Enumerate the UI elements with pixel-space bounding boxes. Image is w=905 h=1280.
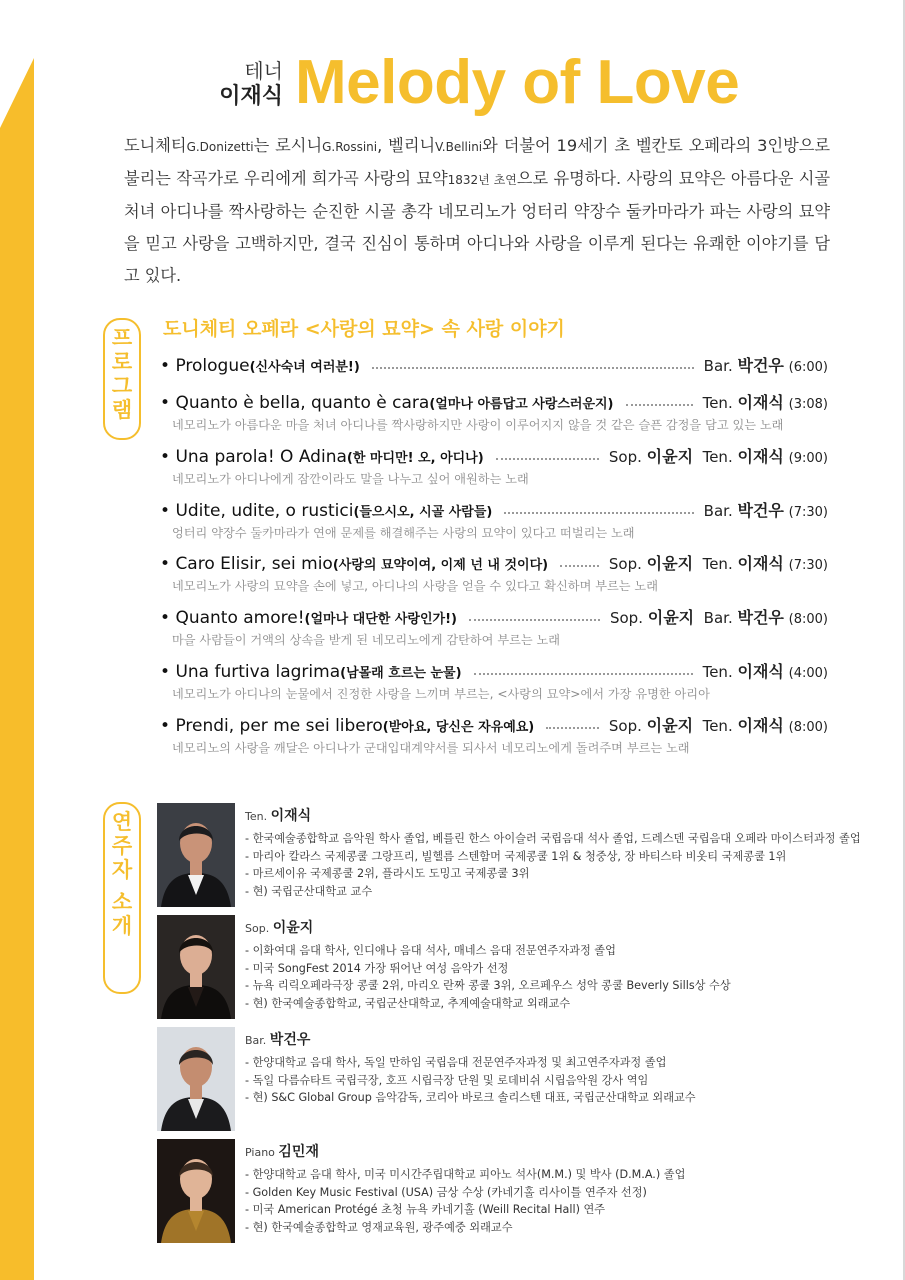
performer-name: 이윤지 — [647, 608, 695, 627]
performer-name: 이재식 — [737, 662, 784, 681]
program-title: • Una furtiva lagrima(남몰래 흐르는 눈물) — [160, 662, 462, 682]
performer-name: 이윤지 — [646, 554, 694, 573]
performer-card — [157, 915, 829, 1019]
performer-photo — [157, 915, 235, 1019]
program-cast: Sop. 이윤지 Ten. 이재식 (8:00) — [608, 716, 828, 735]
duration: (3:08) — [788, 397, 828, 412]
performer-bio-line: - 미국 American Protégé 초청 뉴욕 카네기홀 (Weill Recital Hall) 연주 — [245, 1203, 606, 1216]
performer-bio-line: - 현) 한국예술종합학교, 국립군산대학교, 추계예술대학교 외래교수 — [245, 996, 571, 1010]
program-item — [160, 713, 830, 763]
program-title: • Prendi, per me sei libero(받아요, 당신은 자유예요) — [160, 716, 535, 736]
program-heading: 도니체티 오페라 <사랑의 묘약> 속 사랑 이야기 — [163, 318, 565, 340]
leader-dots — [372, 367, 694, 369]
performer-name: 김민재 — [278, 1144, 319, 1160]
page-title: Melody of Love — [295, 48, 740, 117]
program-title: • Quanto amore!(얼마나 대단한 사랑인가!) — [160, 608, 457, 628]
program-description: 마을 사람들이 거액의 상속을 받게 된 네모리노에게 감탄하여 부르는 노래 — [172, 633, 561, 647]
performer-bio-line: - 이화여대 음대 학사, 인디애나 음대 석사, 매네스 음대 전문연주자과정 졸업 — [245, 944, 616, 957]
performer-name: 이재식 — [737, 554, 784, 573]
program-description: 네모리노의 사랑을 깨달은 아디나가 군대입대계약서를 되사서 네모리노에게 돌려주며 부르는 노래 — [172, 741, 690, 755]
performer-bio-line: - 마르세이유 국제콩쿨 2위, 플라시도 도밍고 국제콩쿨 3위 — [245, 867, 530, 880]
program-title: • Quanto è bella, quanto è cara(얼마나 아름답고 사랑스러운지) — [160, 393, 614, 413]
program-side-label: 프 로 그 램 — [103, 318, 141, 440]
performer-bio — [245, 942, 835, 1012]
duration: (4:00) — [788, 666, 828, 681]
duration: (7:30) — [788, 505, 828, 520]
performer-bio — [245, 830, 861, 900]
singer-name: 이재식 — [219, 84, 283, 109]
leader-dots — [474, 673, 693, 675]
duration: (9:00) — [788, 451, 828, 466]
performer-name: 이재식 — [270, 808, 312, 824]
performer-bio-line: - 한양대학교 음대 학사, 미국 미시간주립대학교 피아노 석사(M.M.) 및 박사 (D.M.A.) 졸업 — [245, 1168, 686, 1181]
program-cast: Sop. 이윤지 Bar. 박건우 (8:00) — [609, 608, 828, 627]
performer-name: 박건우 — [737, 356, 784, 375]
program-title: • Una parola! O Adina(한 마디만! 오, 아디나) — [160, 447, 484, 467]
program-item — [160, 605, 830, 655]
duration: (7:30) — [788, 558, 828, 573]
performer-bio — [245, 1166, 835, 1236]
performer-name: 이재식 — [737, 393, 784, 412]
voice-label: 테너 — [244, 59, 283, 83]
program-item — [160, 444, 830, 494]
performer-card — [157, 803, 861, 907]
performer-bio-line: - Golden Key Music Festival (USA) 금상 수상 (카네기홀 리사이틀 연주자 선정) — [245, 1185, 647, 1199]
program-title: • Prologue(신사숙녀 여러분!) — [160, 356, 360, 376]
program-cast: Sop. 이윤지 Ten. 이재식 (7:30) — [608, 554, 828, 573]
performer-photo — [157, 1139, 235, 1243]
performer-name: 이윤지 — [646, 447, 694, 466]
performer-photo — [157, 1027, 235, 1131]
program-description: 네모리노가 사랑의 묘약을 손에 넣고, 아디나의 사랑을 얻을 수 있다고 확신하며 부르는 노래 — [172, 579, 658, 593]
performer-name: 이윤지 — [272, 920, 314, 936]
duration: (6:00) — [788, 360, 828, 375]
program-description: 네모리노가 아디나의 눈물에서 진정한 사랑을 느끼며 부르는, <사랑의 묘약>에서 가장 유명한 아리아 — [172, 687, 710, 701]
performer-name: 박건우 — [737, 608, 784, 627]
performer-name: 박건우 — [737, 501, 784, 520]
performer-bio-line: - 독일 다름슈타트 국립극장, 호프 시립극장 단원 및 로데비쉬 시립음악원 강사 역임 — [245, 1073, 649, 1087]
performer-name: 이재식 — [737, 447, 784, 466]
leader-dots — [626, 404, 693, 406]
left-accent-stripe — [0, 0, 34, 1280]
leader-dots — [469, 619, 600, 621]
performer-card — [157, 1027, 829, 1131]
program-description: 네모리노가 아디나에게 잠깐이라도 말을 나누고 싶어 애원하는 노래 — [172, 472, 529, 486]
performer-bio-line: - 한양대학교 음대 학사, 독일 만하임 국립음대 전문연주자과정 및 최고연주자과정 졸업 — [245, 1056, 667, 1069]
leader-dots — [496, 458, 599, 460]
performer-bio-line: - 미국 SongFest 2014 가장 뛰어난 여성 음악가 선정 — [245, 961, 509, 975]
performer-role: Bar. 박건우 — [245, 1032, 311, 1048]
performer-name: 박건우 — [269, 1032, 311, 1048]
duration: (8:00) — [788, 612, 828, 627]
program-description: 네모리노가 아름다운 마을 처녀 아디나를 짝사랑하지만 사랑이 이루어지지 않을 것 같은 슬픈 감정을 담고 있는 노래 — [172, 418, 784, 432]
performer-bio-line: - 한국예술종합학교 음악원 학사 졸업, 베를린 한스 아이슬러 국립음대 석사 졸업, 드레스덴 국립음대 오페라 마이스터과정 졸업 — [245, 832, 861, 845]
intro-paragraph: 도니체티G.Donizetti는 로시니G.Rossini, 벨리니V.Bellini와 더불어 19세기 초 벨칸토 오페라의 3인방으로 불리는 작곡가로 우리에게 희가곡 사랑의 묘약1832년 초연으로 유명하다. 사랑의 묘약은 아름다운 시골 처녀 아디나를 짝사랑하는 순진한 시골 총각 네모리노가 엉터리 약장수 둘카마라가 파는 사랑의 묘약을 믿고 사랑을 고백하지만, 결국 진심이 통하며 아디나와 사랑을 이루게 된다는 유쾌한 이야기를 담고 있다. — [124, 136, 830, 285]
performer-role: Sop. 이윤지 — [245, 920, 314, 936]
performer-bio-line: - 현) 국립군산대학교 교수 — [245, 884, 373, 898]
program-cast: Ten. 이재식 (4:00) — [702, 662, 828, 681]
program-item — [160, 390, 830, 440]
program-title: • Caro Elisir, sei mio(사랑의 묘약이여, 이제 넌 내 것이다) — [160, 554, 549, 574]
performer-bio-line: - 마리아 칼라스 국제콩쿨 그랑프리, 빌헬름 스텐함머 국제콩쿨 1위 & 청중상, 장 바티스타 비옷티 국제콩쿨 1위 — [245, 849, 787, 863]
duration: (8:00) — [788, 720, 828, 735]
program-item — [160, 498, 830, 548]
leader-dots — [546, 727, 599, 729]
performer-bio-line: - 현) S&C Global Group 음악감독, 코리아 바로크 솔리스텐 대표, 국립군산대학교 외래교수 — [245, 1091, 696, 1104]
program-item — [160, 551, 830, 601]
program-title: • Udite, udite, o rustici(들으시오, 시골 사람들) — [160, 501, 493, 521]
leader-dots — [504, 512, 694, 514]
program-item — [160, 659, 830, 709]
performer-bio-line: - 뉴욕 리릭오페라극장 콩쿨 2위, 마리오 란짜 콩쿨 3위, 오르페우스 성악 콩쿨 Beverly Sills상 수상 — [245, 979, 731, 992]
performer-role: Piano 김민재 — [245, 1144, 319, 1160]
program-cast: Ten. 이재식 (3:08) — [702, 393, 828, 412]
program-cast: Bar. 박건우 (7:30) — [703, 501, 828, 520]
leader-dots — [560, 565, 599, 567]
performer-name: 이재식 — [737, 716, 784, 735]
performer-name: 이윤지 — [646, 716, 694, 735]
program-description: 엉터리 약장수 둘카마라가 연애 문제를 해결해주는 사랑의 묘약이 있다고 떠벌리는 노래 — [172, 526, 635, 540]
performer-card — [157, 1139, 829, 1243]
performers-side-label: 연 주 자 소 개 — [103, 802, 141, 994]
performer-bio — [245, 1054, 835, 1107]
performer-photo — [157, 803, 235, 907]
performer-bio-line: - 현) 한국예술종합학교 영재교육원, 광주예중 외래교수 — [245, 1220, 513, 1234]
program-cast: Bar. 박건우 (6:00) — [703, 356, 828, 375]
program-cast: Sop. 이윤지 Ten. 이재식 (9:00) — [608, 447, 828, 466]
performer-role: Ten. 이재식 — [245, 808, 312, 824]
